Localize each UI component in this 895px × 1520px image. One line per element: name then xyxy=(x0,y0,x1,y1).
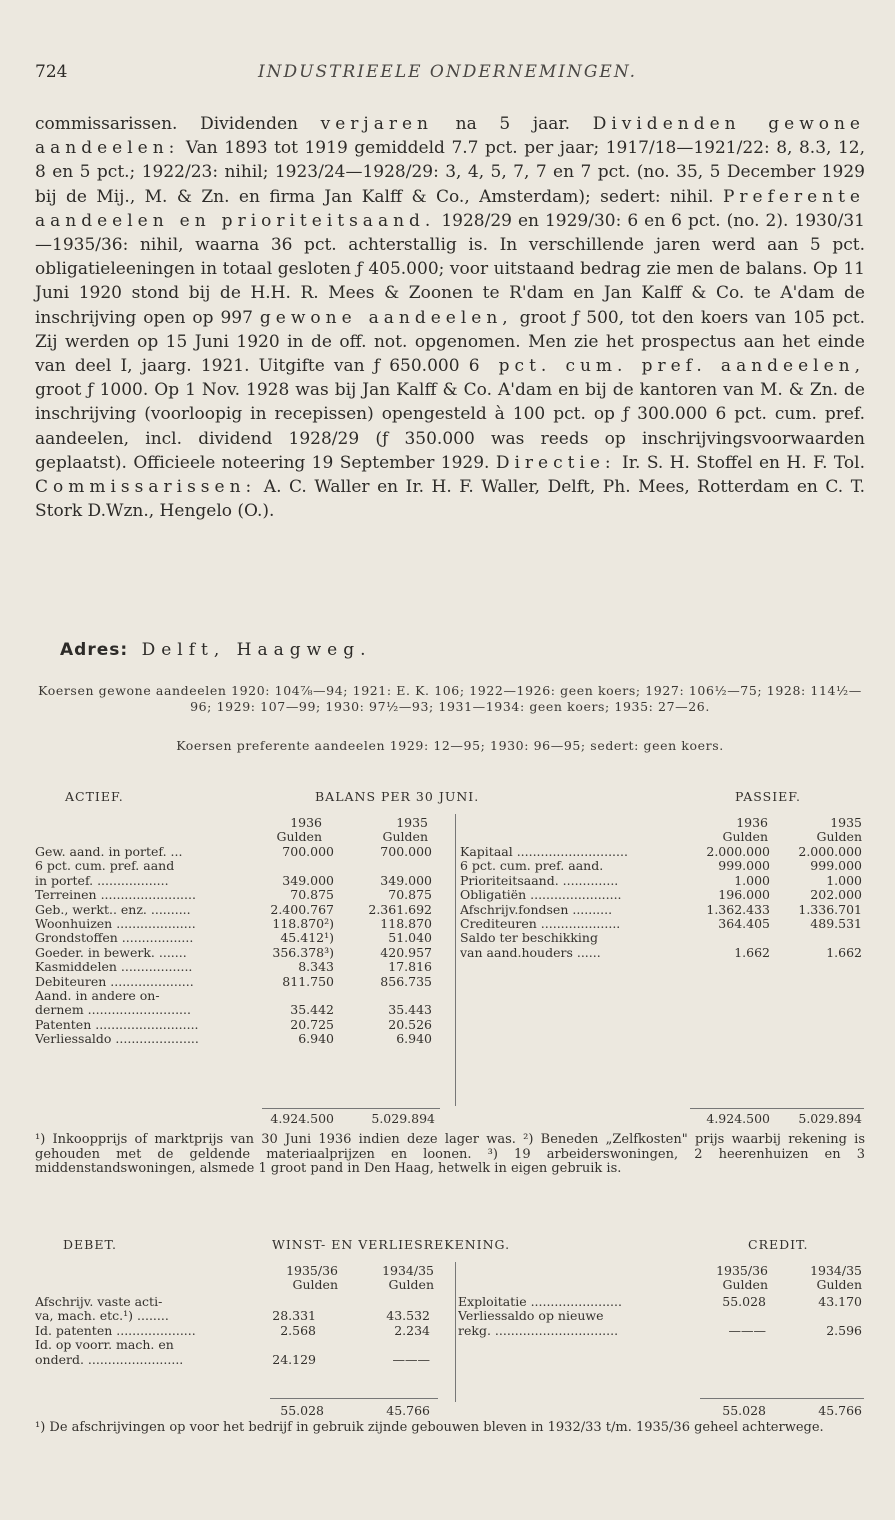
debet-value-a: 24.129 xyxy=(272,1351,316,1367)
unit-label: Gulden xyxy=(382,829,428,845)
actief-value-1936 xyxy=(250,859,334,873)
passief-value-1935: 1.336.701 xyxy=(798,901,862,917)
credit-total-rule xyxy=(700,1398,864,1399)
balance-divider xyxy=(455,814,456,1106)
unit-label: Gulden xyxy=(276,829,322,845)
passief-total-1936: 4.924.500 xyxy=(706,1111,770,1126)
actief-row-label: Verliessaldo ..................... xyxy=(35,1032,199,1047)
body-text: na 5 jaar. xyxy=(432,114,593,134)
credit-value-b xyxy=(780,1309,862,1323)
pl-left-header: DEBET. xyxy=(63,1237,117,1252)
credit-total-a: 55.028 xyxy=(722,1403,766,1418)
actief-row-label: Grondstoffen .................. xyxy=(35,931,194,946)
passief-value-1936 xyxy=(690,931,770,945)
actief-value-1935: 70.875 xyxy=(388,887,432,903)
unit-label: Gulden xyxy=(292,1277,338,1293)
debet-labels xyxy=(35,1295,260,1367)
debet-row-label: Id. patenten .................... xyxy=(35,1323,196,1338)
debet-row-label: Afschrijv. vaste acti- xyxy=(35,1295,163,1309)
running-title: INDUSTRIEELE ONDERNEMINGEN. xyxy=(257,62,638,82)
passief-row-label: Saldo ter beschikking xyxy=(460,931,598,946)
actief-row-label: Geb., werkt.. enz. .......... xyxy=(35,902,191,917)
body-text: commissarissen. Dividenden xyxy=(35,114,321,134)
pl-title: WINST- EN VERLIESREKENING. xyxy=(272,1237,511,1252)
actief-row-label: Goeder. in bewerk. ....... xyxy=(35,945,187,960)
body-text: Van 1893 tot 1919 gemiddeld 7.7 pct. per jaar; 1917/18—1921/22: 8, 8.3, 12, 8 en 5 pct.; 1922/23: nihil; 1923/24—1928/29: 3, 4, 5, 7, 7 en 7 pct. (no. 35, 5 December 1929 bij de Mij., M. & Zn. en firma Jan Kalff & Co., Amsterdam); sedert: nihil. xyxy=(35,138,865,207)
passief-labels xyxy=(460,845,700,960)
passief-value-1936: 1.000 xyxy=(734,872,770,888)
actief-value-1936: 45.412¹) xyxy=(280,930,334,946)
actief-row-label: Patenten .......................... xyxy=(35,1017,199,1032)
passief-value-1935: 1.662 xyxy=(826,944,862,960)
debet-row-label: onderd. ........................ xyxy=(35,1352,184,1367)
debet-value-b: 43.532 xyxy=(386,1308,430,1324)
passief-total-1935: 5.029.894 xyxy=(798,1111,862,1126)
balance-title: BALANS PER 30 JUNI. xyxy=(315,789,480,804)
debet-value-a xyxy=(250,1295,316,1309)
year-label: 1935/36 xyxy=(286,1263,338,1278)
body-text: 1928/29 en 1929/30: 6 en 6 pct. (no. 2). 1930/31—1935/36: nihil, waarna 36 pct. achterstallig is. In verschillende jaren werd aan 5 pct. obligatieleeningen in totaal gesloten ƒ 405.000; voor uitstaand bedrag zie men de balans. Op 11 Juni 1920 stond bij de H.H. R. Mees & Zoonen te R'dam en Jan Kalff & Co. te A'dam de inschrijving open op 997 xyxy=(35,210,866,328)
passief-col-header-1936 xyxy=(708,816,768,845)
debet-row-label: va, mach. etc.¹) ........ xyxy=(35,1309,169,1324)
debet-value-a xyxy=(250,1338,316,1352)
actief-value-1936: 349.000 xyxy=(282,872,334,888)
passief-row-label: Kapitaal ............................ xyxy=(460,845,628,859)
year-label: 1934/35 xyxy=(810,1263,862,1278)
year-label: 1935/36 xyxy=(716,1263,768,1278)
actief-value-1936: 118.870²) xyxy=(272,915,334,931)
debet-row-label: Id. op voorr. mach. en xyxy=(35,1338,174,1353)
spaced-emphasis-text: Preferente aandeelen en prioriteitsaand. xyxy=(35,186,865,231)
passief-value-1936: 196.000 xyxy=(718,887,770,903)
debet-values-b xyxy=(340,1295,430,1367)
pl-divider xyxy=(455,1262,456,1402)
actief-value-1935: 20.526 xyxy=(388,1016,432,1032)
credit-values-a xyxy=(690,1295,766,1338)
debet-col-header-b xyxy=(356,1264,434,1293)
credit-value-a: 55.028 xyxy=(722,1294,766,1309)
credit-col-header-b xyxy=(782,1264,862,1293)
year-label: 1936 xyxy=(290,815,322,830)
year-label: 1934/35 xyxy=(382,1263,434,1278)
pl-right-header: CREDIT. xyxy=(748,1237,809,1252)
body-text: groot ƒ 500, tot den koers van 105 pct. Zij werden op 15 Juni 1920 in de off. not. opgenomen. Men zie het prospectus aan het einde van deel I, jaarg. 1921. Uitgifte van ƒ 650.000 xyxy=(35,307,865,377)
actief-row-label: Woonhuizen .................... xyxy=(35,916,196,931)
passief-total-rule xyxy=(690,1108,864,1109)
actief-total-1935: 5.029.894 xyxy=(371,1111,435,1126)
debet-value-b: ——— xyxy=(392,1351,430,1367)
passief-values-1935 xyxy=(780,845,862,960)
balance-footnotes: ¹) Inkoopprijs of marktprijs van 30 Juni 1936 indien deze lager was. ²) Beneden „Zelfkosten" prijs waarbij rekening is gehouden met de geldende materiaalprijzen en loonen. ³) 19 arbeiderswoningen, 2 heerenhuizen en 3 middenstandswoningen, alsmede 1 groot pand in Den Haag, hetwelk in eigen gebruik is. xyxy=(35,1132,865,1176)
actief-value-1936: 811.750 xyxy=(282,973,334,989)
actief-value-1936: 6.940 xyxy=(298,1031,334,1047)
spaced-emphasis-text: 6 pct. cum. pref. aandeelen, xyxy=(468,356,866,377)
actief-value-1936: 20.725 xyxy=(290,1016,334,1032)
actief-row-label: Terreinen ........................ xyxy=(35,888,196,903)
credit-value-b: 2.596 xyxy=(826,1322,862,1338)
unit-label: Gulden xyxy=(816,829,862,845)
debet-total-a: 55.028 xyxy=(280,1403,324,1418)
passief-value-1936: 999.000 xyxy=(718,858,770,874)
actief-total-1936: 4.924.500 xyxy=(270,1111,334,1126)
actief-values-1936 xyxy=(250,845,334,1046)
passief-row-label: Afschrijv.fondsen .......... xyxy=(460,902,613,917)
address-label: Adres: xyxy=(60,640,129,660)
actief-row-label: Aand. in andere on- xyxy=(35,988,160,1003)
actief-value-1935: 700.000 xyxy=(380,844,432,859)
actief-value-1936: 8.343 xyxy=(298,959,334,975)
actief-row-label: dernem .......................... xyxy=(35,1003,191,1018)
actief-value-1935: 6.940 xyxy=(396,1031,432,1047)
share-prices-preferred: Koersen preferente aandeelen 1929: 12—95; 1930: 96—95; sedert: geen koers. xyxy=(176,738,724,753)
actief-value-1936: 2.400.767 xyxy=(270,901,334,917)
debet-total-b: 45.766 xyxy=(386,1403,430,1418)
body-text: groot ƒ 1000. Op 1 Nov. 1928 was bij Jan Kalff & Co. A'dam en bij de kantoren van M. & Zn. de inschrijving (voorloopig in recepissen) opengesteld à 100 pct. op ƒ 300.000 6 pct. cum. pref. aandeelen, incl. dividend 1928/29 (ƒ 350.000 was reeds op inschrijvingsvoorwaarden geplaatst). Officieele noteering 19 September 1929. xyxy=(35,380,865,473)
passief-values-1936 xyxy=(690,845,770,960)
company-description-paragraph xyxy=(35,112,865,523)
share-prices-common: Koersen gewone aandeelen 1920: 104⅞—94; 1921: E. K. 106; 1922—1926: geen koers; 1927: 106½—75; 1928: 114½—96; 1929: 107—99; 1930: 97½—93; 1931—1934: geen koers; 1935: 27—26. xyxy=(38,683,862,714)
spaced-emphasis-text: Commissarissen: xyxy=(35,477,257,498)
debet-value-b xyxy=(340,1295,430,1309)
passief-value-1936: 1.662 xyxy=(734,944,770,960)
passief-value-1936: 364.405 xyxy=(718,915,770,931)
debet-values-a xyxy=(250,1295,316,1367)
credit-value-a: ——— xyxy=(728,1322,766,1338)
debet-total-rule xyxy=(270,1398,438,1399)
credit-values-b xyxy=(780,1295,862,1338)
unit-label: Gulden xyxy=(722,829,768,845)
spaced-emphasis-text: Dividenden gewone aandeelen: xyxy=(35,114,865,159)
actief-value-1935: 17.816 xyxy=(388,959,432,975)
body-text: A. C. Waller en Ir. H. F. Waller, Delft, Ph. Mees, Rotterdam en C. T. Stork D.Wzn., Hengelo (O.). xyxy=(35,477,865,522)
spaced-emphasis-text: verjaren xyxy=(320,114,433,134)
spaced-emphasis-text: Directie: xyxy=(495,452,616,473)
actief-value-1936 xyxy=(250,989,334,1003)
passief-value-1935: 202.000 xyxy=(810,887,862,903)
unit-label: Gulden xyxy=(388,1277,434,1293)
passief-value-1935: 2.000.000 xyxy=(798,844,862,859)
actief-values-1935 xyxy=(350,845,432,1046)
balance-left-header: ACTIEF. xyxy=(65,789,124,804)
passief-row-label: Crediteuren .................... xyxy=(460,916,621,931)
actief-value-1936: 700.000 xyxy=(282,844,334,859)
address-value: Delft, Haagweg. xyxy=(141,640,372,660)
debet-value-a: 28.331 xyxy=(272,1308,316,1324)
passief-col-header-1935 xyxy=(800,816,862,845)
page-number: 724 xyxy=(35,62,68,82)
passief-row-label: Prioriteitsaand. .............. xyxy=(460,873,619,888)
year-label: 1936 xyxy=(736,815,768,830)
spaced-emphasis-text: gewone aandeelen, xyxy=(259,307,513,328)
year-label: 1935 xyxy=(830,815,862,830)
actief-value-1936: 70.875 xyxy=(290,887,334,903)
credit-value-b: 43.170 xyxy=(818,1294,862,1309)
credit-row-label: Exploitatie ....................... xyxy=(458,1295,622,1309)
passief-value-1935: 489.531 xyxy=(810,915,862,931)
actief-row-label: 6 pct. cum. pref. aand xyxy=(35,859,175,874)
year-label: 1935 xyxy=(396,815,428,830)
passief-row-label: 6 pct. cum. pref. aand. xyxy=(460,859,604,874)
address-line xyxy=(60,640,372,660)
passief-value-1936: 2.000.000 xyxy=(706,844,770,859)
actief-col-header-1936 xyxy=(262,816,322,845)
credit-value-a xyxy=(690,1309,766,1323)
body-text: Ir. S. H. Stoffel en H. F. Tol. xyxy=(615,452,865,473)
debet-value-a: 2.568 xyxy=(280,1322,316,1338)
passief-value-1935: 999.000 xyxy=(810,858,862,874)
actief-value-1935: 2.361.692 xyxy=(368,901,432,917)
profit-loss-account xyxy=(0,1238,895,1438)
actief-col-header-1935 xyxy=(368,816,428,845)
passief-row-label: van aand.houders ...... xyxy=(460,945,601,960)
actief-row-label: Kasmiddelen .................. xyxy=(35,960,193,975)
credit-col-header-a xyxy=(690,1264,768,1293)
credit-row-label: rekg. ............................... xyxy=(458,1323,619,1338)
actief-row-label: Debiteuren ..................... xyxy=(35,974,194,989)
actief-value-1935: 349.000 xyxy=(380,872,432,888)
actief-total-rule xyxy=(262,1108,440,1109)
balance-sheet xyxy=(0,790,895,1135)
actief-value-1935: 51.040 xyxy=(388,930,432,946)
balance-right-header: PASSIEF. xyxy=(735,789,801,804)
passief-row-label: Obligatiën ....................... xyxy=(460,888,622,903)
pl-footnote: ¹) De afschrijvingen op voor het bedrijf in gebruik zijnde gebouwen bleven in 1932/33 t/m. 1935/36 geheel achterwege. xyxy=(35,1420,824,1435)
unit-label: Gulden xyxy=(816,1277,862,1293)
actief-value-1935: 856.735 xyxy=(380,973,432,989)
credit-total-b: 45.766 xyxy=(818,1403,862,1418)
passief-value-1935 xyxy=(780,931,862,945)
actief-value-1935: 35.443 xyxy=(388,1002,432,1018)
actief-value-1936: 356.378³) xyxy=(272,944,334,960)
running-head xyxy=(35,62,860,86)
actief-value-1935 xyxy=(350,859,432,873)
debet-col-header-a xyxy=(260,1264,338,1293)
actief-value-1935 xyxy=(350,989,432,1003)
passief-value-1935: 1.000 xyxy=(826,872,862,888)
actief-labels xyxy=(35,845,260,1046)
debet-value-b: 2.234 xyxy=(394,1322,430,1338)
passief-value-1936: 1.362.433 xyxy=(706,901,770,917)
credit-row-label: Verliessaldo op nieuwe xyxy=(458,1309,604,1324)
actief-value-1936: 35.442 xyxy=(290,1002,334,1018)
actief-row-label: Gew. aand. in portef. ... xyxy=(35,845,183,859)
actief-value-1935: 118.870 xyxy=(380,915,432,931)
credit-labels xyxy=(458,1295,698,1338)
unit-label: Gulden xyxy=(722,1277,768,1293)
actief-row-label: in portef. .................. xyxy=(35,873,169,888)
actief-value-1935: 420.957 xyxy=(380,944,432,960)
debet-value-b xyxy=(340,1338,430,1352)
